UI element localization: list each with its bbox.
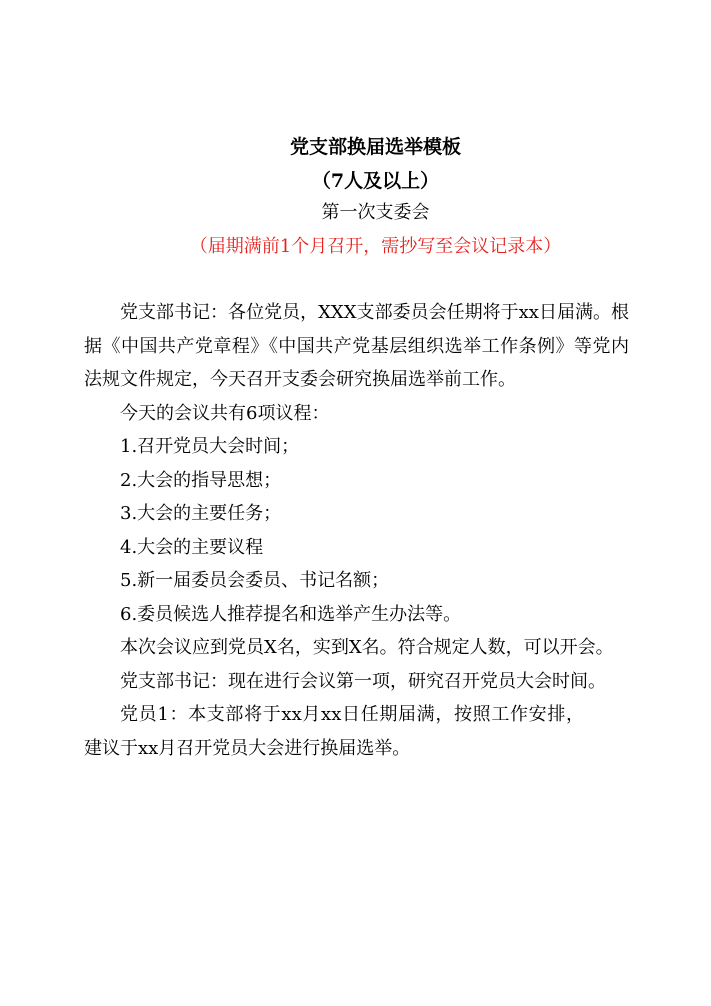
document-subtitle: （7人及以上） xyxy=(311,170,440,192)
paragraph-member-1: 党员1：本支部将于xx月xx日任期届满，按照工作安排，建议于xx月召开党员大会进行换届选举。 xyxy=(84,704,584,759)
paragraph-attendance: 本次会议应到党员X名，实到X名。符合规定人数，可以开会。 xyxy=(120,637,614,658)
agenda-item-2: 2.大会的指导思想； xyxy=(120,469,282,491)
paragraph-opening: 党支部书记：各位党员，XXX支部委员会任期将于xx日届满。根据《中国共产党章程》《中国共产党基层组织选举工作条例》等党内法规文件规定，今天召开支委会研究换届选举前工作。 xyxy=(84,302,629,390)
meeting-heading: 第一次支委会 xyxy=(321,202,430,223)
paragraph-secretary: 党支部书记：现在进行会议第一项，研究召开党员大会时间。 xyxy=(120,670,606,692)
red-note: （届期满前1个月召开，需抄写至会议记录本） xyxy=(189,236,562,257)
agenda-item-1: 1.召开党员大会时间； xyxy=(120,436,300,457)
paragraph-agenda-intro: 今天的会议共有6项议程： xyxy=(120,402,330,424)
document-body xyxy=(84,296,629,765)
agenda-item-4: 4.大会的主要议程 xyxy=(120,536,264,558)
agenda-item-5: 5.新一届委员会委员、书记名额； xyxy=(120,570,390,591)
document-title: 党支部换届选举模板 xyxy=(289,136,461,158)
agenda-item-6: 6.委员候选人推荐提名和选举产生办法等。 xyxy=(120,603,462,625)
agenda-item-3: 3.大会的主要任务； xyxy=(120,503,282,524)
